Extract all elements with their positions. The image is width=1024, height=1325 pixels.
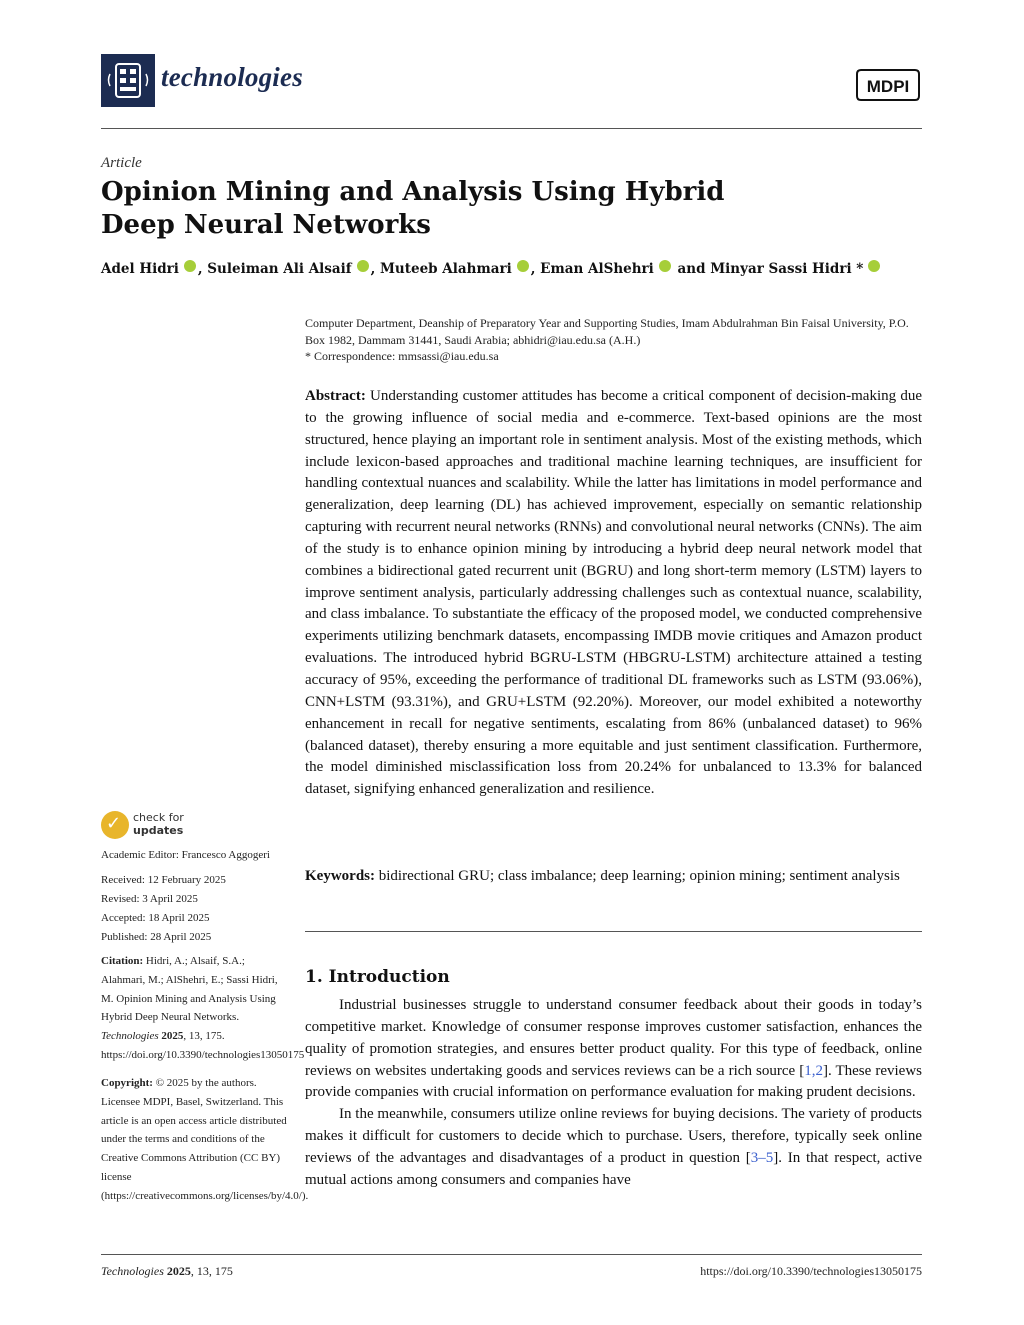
orcid-icon[interactable] <box>517 260 529 272</box>
author: Adel Hidri <box>101 261 179 277</box>
paper-title: Opinion Mining and Analysis Using Hybrid Deep Neural Networks <box>101 177 725 240</box>
paragraph: Industrial businesses struggle to understand consumer feedback about their goods in today’s competitive market. Knowledge of consumer response improves customer satisfaction, enhances the quality of promotion strategies, and ensures better product quality. For this type of feedback, online reviews on websites undertaking goods and services reviews can be a rich source [1,2]. These reviews provide companies with crucial information on performance evaluation for making prudent decisions. <box>305 997 922 1101</box>
journal-logo-icon <box>101 54 155 107</box>
footer-journal: Technologies 2025, 13, 175 <box>101 1264 233 1278</box>
check-for-updates-badge[interactable]: ✓ check for updates <box>101 810 211 842</box>
article-type: Article <box>101 155 142 171</box>
abstract-label: Abstract: <box>305 388 366 404</box>
abstract <box>305 386 922 801</box>
citation-link[interactable]: 3–5 <box>750 1149 774 1166</box>
orcid-icon[interactable] <box>184 260 196 272</box>
header-rule <box>101 128 922 129</box>
abstract-text: Understanding customer attitudes has become a critical component of decision-making due to the growing influence of social media and e-commerce. Text-based opinions are the most structured, hence playing an important role in sentiment analysis. Most of the existing methods, which include lexicon-based approaches and traditional machine learning techniques, are insufficient for handling contextual nuances and scalability. While the latter has limitations in model performance and generalization, deep learning (DL) has achieved improvement, especially on semantic relationship capturing with recurrent neural networks (RNNs) and convolutional neural networks (CNNs). The aim of the study is to enhance opinion mining by introducing a hybrid deep neural network model that combines a bidirectional gated recurrent unit (BGRU) and long short-term memory (LSTM) layers to improve sentiment analysis, particularly addressing challenges such as contextual nuance, scalability, and class imbalance. To substantiate the efficacy of the proposed model, we conducted comprehensive experiments utilizing benchmark datasets, encompassing IMDB movie critiques and Amazon product evaluations. The introduced hybrid BGRU-LSTM (HBGRU-LSTM) architecture attained a testing accuracy of 95%, exceeding the performance of traditional DL frameworks such as LSTM (93.06%), CNN+LSTM (93.31%), and GRU+LSTM (92.20%). Moreover, our model exhibited a noteworthy enhancement in recall for negative sentiments, escalating from 86% (unbalanced dataset) to 96% (balanced dataset), thereby ensuring a more equitable and just sentiment classification. Furthermore, the model diminished misclassification loss from 20.24% for unbalanced to 13.3% for balanced dataset, signifying enhanced generalization and resilience. <box>305 388 922 798</box>
paragraph: In the meanwhile, consumers utilize online reviews for buying decisions. The variety of products makes it difficult for customers to decide which to purchase. Users, therefore, typically seek online reviews of the advantages and disadvantages of a product in question [3–5]. In that respect, active mutual actions among consumers and companies have <box>305 1106 922 1188</box>
publisher-name: MDPI <box>866 77 910 96</box>
author: and Minyar Sassi Hidri * <box>672 261 864 277</box>
author: , Suleiman Ali Alsaif <box>197 261 352 277</box>
orcid-icon[interactable] <box>868 260 880 272</box>
check-for-updates-label: check for <box>133 811 184 824</box>
section-rule <box>305 931 922 932</box>
correspondence: * Correspondence: mmsassi@iau.edu.sa <box>305 349 499 363</box>
keywords-text: bidirectional GRU; class imbalance; deep learning; opinion mining; sentiment analysis <box>375 868 900 884</box>
footer-rule <box>101 1254 922 1255</box>
citation-block: Citation: Hidri, A.; Alsaif, S.A.; Alahmari, M.; AlShehri, E.; Sassi Hidri, M. Opinion Mining and Analysis Using Hybrid Deep Neural Networks. Technologies 2025, 13, 175. https://doi.org/10.3390/technologies13050175 <box>101 955 305 1061</box>
keywords-label: Keywords: <box>305 868 375 884</box>
accepted-date: Accepted: 18 April 2025 <box>101 912 210 924</box>
affiliation-text: Computer Department, Deanship of Preparatory Year and Supporting Studies, Imam Abdulrahman Bin Faisal University, P.O. Box 1982, Dammam 31441, Saudi Arabia; abhidri@iau.edu.sa (A.H.) <box>305 316 909 347</box>
footer-doi[interactable]: https://doi.org/10.3390/technologies13050175 <box>700 1264 922 1278</box>
author: , Eman AlShehri <box>530 261 654 277</box>
copyright-block: Copyright: © 2025 by the authors. Licensee MDPI, Basel, Switzerland. This article is an open access article distributed under the terms and conditions of the Creative Commons Attribution (CC BY) license (https://creativecommons.org/licenses/by/4.0/). <box>101 1077 309 1202</box>
academic-editor: Academic Editor: Francesco Aggogeri <box>101 849 270 861</box>
author: , Muteeb Alahmari <box>370 261 512 277</box>
section-heading: 1. Introduction <box>305 967 450 987</box>
introduction-body <box>305 995 922 1192</box>
published-date: Published: 28 April 2025 <box>101 931 212 943</box>
received-date: Received: 12 February 2025 <box>101 874 226 886</box>
journal-name: technologies <box>161 62 303 92</box>
citation-link[interactable]: 1,2 <box>804 1062 823 1079</box>
mdpi-logo <box>853 64 923 110</box>
affiliation <box>305 315 925 365</box>
orcid-icon[interactable] <box>659 260 671 272</box>
revised-date: Revised: 3 April 2025 <box>101 893 198 905</box>
check-for-updates-label: updates <box>133 824 184 837</box>
orcid-icon[interactable] <box>357 260 369 272</box>
keywords <box>305 865 922 887</box>
author-list <box>101 260 922 277</box>
